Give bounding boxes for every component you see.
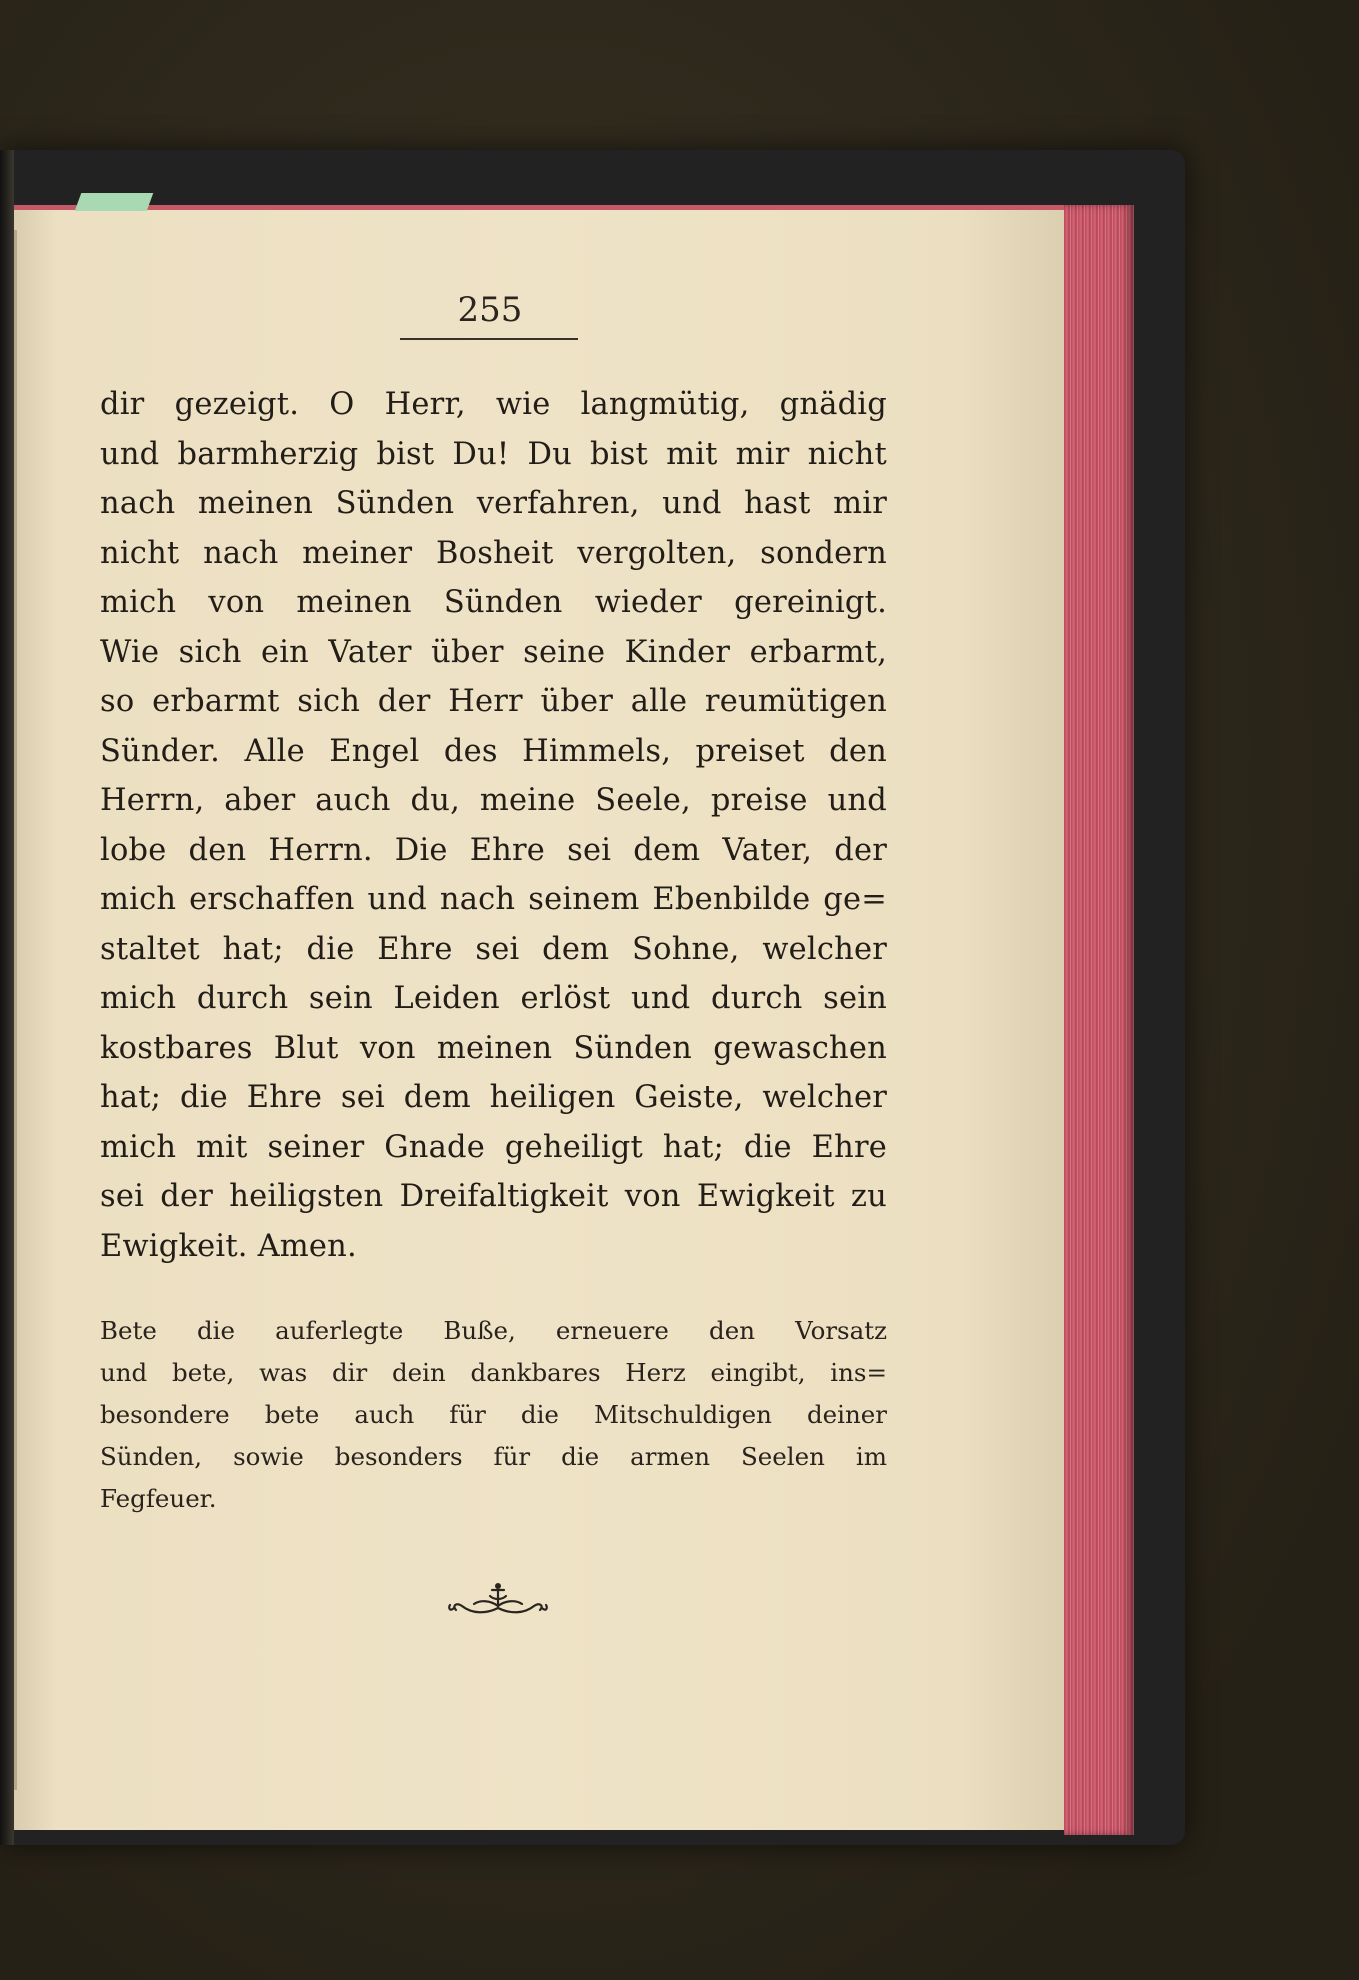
body-line: mich durch sein Leiden erlöst und durch sein (100, 981, 887, 1016)
body-line: nicht nach meiner Bosheit vergolten, sondern (100, 535, 887, 571)
body-line: mich mit seiner Gnade geheiligt hat; die Ehre (100, 1129, 887, 1165)
note-line: Sünden, sowie besonders für die armen Seelen im (100, 1442, 887, 1471)
body-line: Herrn, aber auch du, meine Seele, preise und (100, 783, 887, 818)
body-line: nach meinen Sünden verfahren, und hast mir (100, 486, 887, 521)
body-line: so erbarmt sich der Herr über alle reumütigen (100, 684, 887, 719)
page-number: 255 (457, 290, 523, 330)
body-line: und barmherzig bist Du! Du bist mit mir nicht (100, 436, 887, 472)
book-spine (0, 150, 14, 1845)
page-number-rule (400, 338, 578, 340)
body-line: hat; die Ehre sei dem heiligen Geiste, welcher (100, 1080, 887, 1115)
body-line: Sünder. Alle Engel des Himmels, preiset den (100, 733, 887, 769)
body-line: mich von meinen Sünden wieder gereinigt. (100, 585, 887, 620)
floral-ornament-icon (446, 1578, 550, 1618)
page-gutter (14, 230, 17, 1790)
note-line: Bete die auferlegte Buße, erneuere den Vorsatz (100, 1316, 887, 1345)
body-line: Ewigkeit. Amen. (100, 1228, 357, 1264)
body-line: staltet hat; die Ehre sei dem Sohne, welcher (100, 931, 887, 967)
body-line: dir gezeigt. O Herr, wie langmütig, gnädig (100, 387, 887, 422)
note-text (100, 1310, 887, 1520)
body-line: kostbares Blut von meinen Sünden gewaschen (100, 1030, 887, 1066)
body-line: mich erschaffen und nach seinem Ebenbilde ge= (100, 882, 887, 917)
note-line: Fegfeuer. (100, 1484, 217, 1513)
bookmark-ribbon (75, 193, 154, 211)
body-line: sei der heiligsten Dreifaltigkeit von Ewigkeit zu (100, 1179, 887, 1214)
page-edges-red (1064, 205, 1134, 1835)
note-line: und bete, was dir dein dankbares Herz eingibt, ins= (100, 1358, 887, 1387)
note-line: besondere bete auch für die Mitschuldigen deiner (100, 1400, 887, 1429)
body-line: lobe den Herrn. Die Ehre sei dem Vater, der (100, 832, 887, 868)
body-text (100, 380, 887, 1271)
body-line: Wie sich ein Vater über seine Kinder erbarmt, (100, 634, 887, 670)
